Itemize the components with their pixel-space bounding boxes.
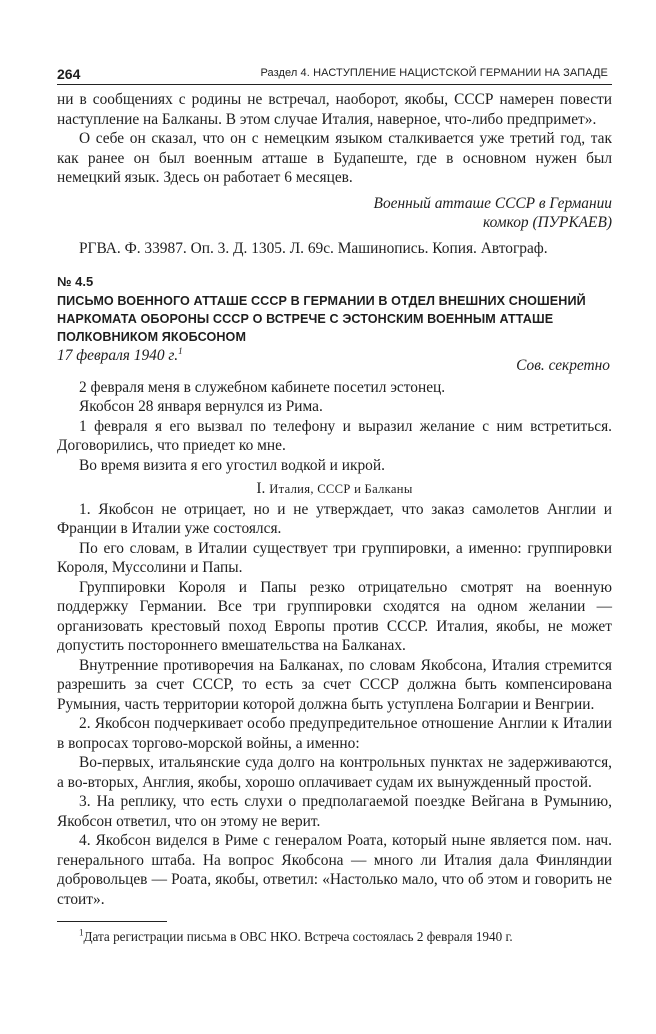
page-body: [57, 90, 612, 945]
intro-paragraph: Во время визита я его угостил водкой и икрой.: [79, 456, 385, 474]
book-page: [57, 66, 612, 945]
document-number: № 4.5: [57, 274, 94, 289]
footnote: [57, 928, 612, 945]
intro-paragraph: 2 февраля меня в служебном кабинете посетил эстонец.: [79, 378, 446, 396]
classification-stamp: Сов. секретно: [516, 356, 610, 374]
footnote-divider: [57, 921, 167, 922]
body-paragraph: По его словам, в Италии существует три группировки, а именно: группировки Короля, Муссолини и Папы.: [57, 539, 612, 576]
body-paragraph: 1. Якобсон не отрицает, но и не утверждает, что заказ самолетов Англии и Франции в Италии уже состоялся.: [57, 500, 612, 537]
date-row: [57, 345, 612, 374]
intro-paragraph: Якобсон 28 января вернулся из Рима.: [79, 398, 323, 415]
document-date: 17 февраля 1940 г.$^1$: [57, 345, 183, 364]
document-title: ПИСЬМО ВОЕННОГО АТТАШЕ СССР В ГЕРМАНИИ В ОТДЕЛ ВНЕШНИХ СНОШЕНИЙ НАРКОМАТА ОБОРОНЫ СССР О ВСТРЕЧЕ С ЭСТОНСКИМ ВОЕННЫМ АТТАШЕ ПОЛКОВНИКОМ ЯКОБСОНОМ: [57, 293, 586, 344]
body-paragraph: Во-первых, итальянские суда долго на контрольных пунктах не задерживаются, а во-вторых, Англия, якобы, хорошо оплачивает судам их вынужденный простой.: [57, 754, 612, 791]
footnote-text: Дата регистрации письма в ОВС НКО. Встреча состоялась 2 февраля 1940 г.: [83, 929, 513, 944]
running-head: Раздел 4. НАСТУПЛЕНИЕ НАЦИСТСКОЙ ГЕРМАНИИ НА ЗАПАДЕ: [260, 67, 608, 79]
body-paragraph: 3. На реплику, что есть слухи о предполагаемой поездке Вейгана в Румынию, Якобсон ответил, что он этому не верит.: [57, 793, 612, 830]
paragraph-about-self: О себе он сказал, что он с немецким языком сталкивается уже третий год, так как ранее он был военным атташе в Будапеште, где в основном нужен был немецкий язык. Здесь он работает 6 месяцев.: [57, 130, 612, 186]
section-heading: [57, 479, 612, 500]
body-paragraph: Группировки Короля и Папы резко отрицательно смотрят на военную поддержку Германии. Все три группировки сходятся на одном желании — организовать крестовый поход Европы против СССР. Италия, якобы, не может допустить постороннего вмешательства на Балканах.: [57, 578, 612, 654]
section-title: Италия, СССР и Балканы: [269, 482, 413, 496]
section-number: I.: [256, 480, 266, 497]
page-header: [57, 66, 612, 85]
continued-paragraph: ни в сообщениях с родины не встречал, наоборот, якобы, СССР намерен повести наступление на Балканы. В этом случае Италия, наверное, что-либо предпримет».: [57, 91, 612, 128]
body-paragraph: 4. Якобсон виделся в Риме с генералом Роата, который ныне является пом. нач. генерального штаба. На вопрос Якобсона — много ли Италия дала Финляндии добровольцев — Роата, якобы, ответил: «Настолько мало, что об этом и говорить не стоит».: [57, 832, 612, 908]
footnote-mark: 1: [178, 345, 183, 356]
body-paragraph: Внутренние противоречия на Балканах, по словам Якобсона, Италия стремится разрешить за счет СССР, то есть за счет СССР должна быть компенсирована Румыния, часть территории которой должна быть уступлена Болгарии и Венгрии.: [57, 656, 612, 713]
intro-paragraph: 1 февраля я его вызвал по телефону и выразил желание с ним встретиться. Договорились, что приедет ко мне.: [57, 417, 612, 454]
signature-line-1: Военный атташе СССР в Германии: [373, 194, 612, 212]
page-number: 264: [57, 66, 81, 82]
body-paragraph: 2. Якобсон подчеркивает особо предупредительное отношение Англии к Италии в вопросах торгово-морской войны, а именно:: [57, 715, 612, 752]
archive-reference: РГВА. Ф. 33987. Оп. 3. Д. 1305. Л. 69с. Машинопись. Копия. Автограф.: [79, 239, 548, 257]
footnote-number: 1: [79, 927, 84, 938]
signature-line-2: комкор (ПУРКАЕВ): [483, 214, 612, 231]
